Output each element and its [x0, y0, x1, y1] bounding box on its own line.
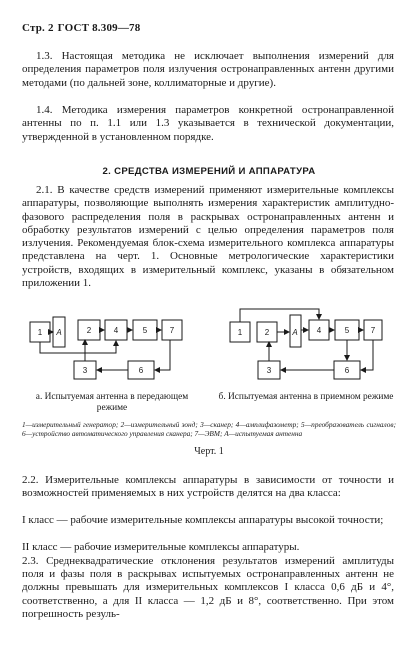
label-4-b: 4: [316, 326, 322, 335]
label-7-a: 7: [169, 326, 175, 335]
label-1-a: 1: [37, 328, 43, 337]
class-2-item: II класс — рабочие измерительные комплексы аппаратуры.: [22, 541, 300, 553]
caption-b: б. Испытуемая антенна в приемном режиме: [218, 392, 394, 402]
label-4-a: 4: [113, 326, 119, 335]
paragraph-1-3: 1.3. Настоящая методика не исключает выполнения измерений для определения параметров поля излучения остронаправленных антенн другими методами (по дальней зоне, коллиматорные и другие).: [22, 50, 394, 89]
label-6-a: 6: [138, 366, 144, 375]
label-5-a: 5: [142, 326, 148, 335]
label-2-b: 2: [264, 328, 270, 337]
diagram-b: [230, 309, 382, 379]
paragraph-2-2: 2.2. Измерительные комплексы аппаратуры в зависимости от точности и возможностей применяемых в них устройств делятся на два класса:: [22, 474, 394, 500]
standard-number: ГОСТ 8.309—78: [57, 22, 141, 34]
paragraph-2-1: 2.1. В качестве средств измерений применяют измерительные комплексы аппаратуры, позволяющие выполнять измерения характеристик амплитудно-фазового распределения поля в раскрывах остронаправленных антенн и обработку результатов измерений с целью определения параметров поля излучения. Рекомендуемая блок-схема измерительного комплекса аппаратуры представлена на черт. 1. Основные метрологические характеристики устройств, входящих в измерительный комплекс, указаны в обязательном приложении 1.: [22, 184, 394, 290]
label-7-b: 7: [370, 326, 376, 335]
figure-label: Черт. 1: [194, 446, 224, 457]
label-3-b: 3: [266, 366, 272, 375]
label-2-a: 2: [86, 326, 92, 335]
paragraph-2-3: 2.3. Среднеквадратические отклонения результатов измерений амплитуды поля и фазы поля в раскрывах испытуемых остронаправленных антенн не должны превышать для измерительных комплексов I класса 0,6 дБ и 4°, соответственно, а для II класса — 1,2 дБ и 8°, соответственно. При этом погрешность резуль-: [22, 555, 394, 620]
figure-legend: 1—измерительный генератор; 2—измерительный зонд; 3—сканер; 4—амплифазометр; 5—преобразователь сигналов; 6—устройство автоматического управления сканера; 7—ЭВМ; А—испытуемая антенна: [22, 420, 396, 439]
label-1-b: 1: [237, 328, 243, 337]
paragraph-1-4: 1.4. Методика измерения параметров конкретной остронаправленной антенны по п. 1.1 или 1.3 указывается в технической документации, утвержденной в установленном порядке.: [22, 104, 394, 143]
page-number: Стр. 2: [22, 22, 54, 34]
diagram-a: [30, 317, 182, 379]
class-1-item: I класс — рабочие измерительные комплексы аппаратуры высокой точности;: [22, 514, 384, 526]
section-title: 2. СРЕДСТВА ИЗМЕРЕНИЙ И АППАРАТУРА: [102, 166, 316, 177]
caption-a: а. Испытуемая антенна в передающем режиме: [35, 392, 189, 413]
page-header: [22, 22, 140, 34]
label-3-a: 3: [82, 366, 88, 375]
label-6-b: 6: [344, 366, 350, 375]
label-5-b: 5: [344, 326, 350, 335]
label-antenna-a: А: [56, 328, 62, 337]
label-antenna-b: А: [292, 328, 298, 337]
